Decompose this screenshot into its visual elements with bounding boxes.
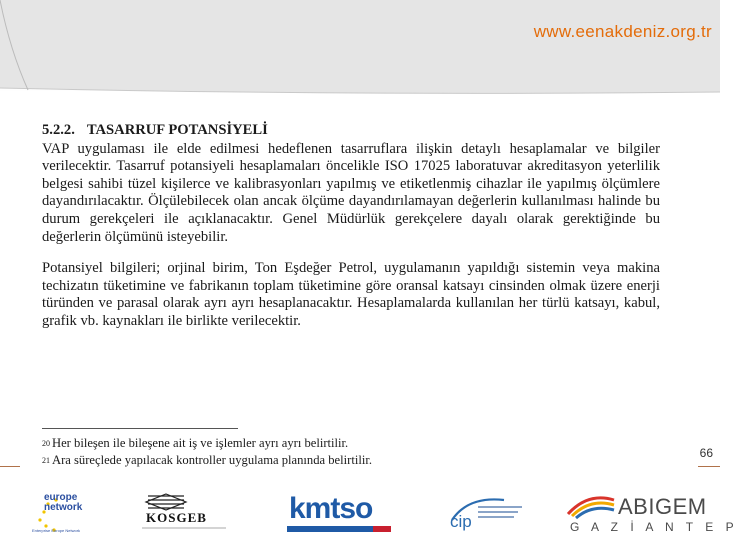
cip-wordmark: cip (450, 512, 472, 531)
right-rule (698, 466, 720, 467)
een-logo-caption: Enterprise Europe Network (32, 528, 81, 533)
footnote-text: Ara süreçlede yapılacak kontroller uygulama planında belirtilir. (52, 453, 372, 467)
kmtso-wordmark: kmtso (289, 492, 373, 525)
cip-logo (448, 490, 528, 536)
paragraph-2: Potansiyel bilgileri; orjinal birim, Ton Eşdeğer Petrol, uygulamanın yapıldığı sistemin veya makina techizatın tüketimine ve fabrikanın toplam tüketimine göre oransal katsayı cinsinden olmak üzere enerji türünden ve parasal olarak ayrı ayrı hesaplanacaktır. Hesaplamalarda kullanılan her türlü katsayı, kabul, grafik vb. kaynakları ile birlikte verilecektir. (42, 260, 660, 329)
section-heading (42, 122, 660, 140)
site-url[interactable]: www.eenakdeniz.org.tr (533, 22, 712, 41)
footnote-rule (42, 428, 238, 429)
kmtso-logo (285, 490, 395, 536)
abigem-city: G A Z İ A N T E P (570, 520, 738, 534)
footnote-20 (42, 436, 442, 451)
left-rule (0, 466, 20, 467)
section-number: 5.2.2. (42, 122, 75, 138)
section-title: TASARRUF POTANSİYELİ (86, 122, 268, 138)
footnotes (42, 428, 442, 470)
page-number: 66 (699, 446, 713, 460)
footnote-mark: 21 (42, 456, 50, 465)
paragraph-1: VAP uygulaması ile elde edilmesi hedeflenen tasarruflara ilişkin detaylı hesaplamalar ve bilgiler verilecektir. Tasarruf potansiyeli hesaplamaları öncelikle ISO 17025 laboratuvar akreditasyon yeterlilik belgesi sahibi tüzel kişilerce ve kalibrasyonları yapılmış ve etiketlenmiş cihazlar ile yapılmış ölçümlere dayandırılacaktır. Ölçülebilecek olan ancak ölçüme dayandırılamayan değerlerin kullanılması halinde bu durum gerekçeleri ile açıklanacaktır. Genel Müdürlük gerekçelere dayalı olarak gerektiğinde bu değerlerin ölçümünü isteyebilir. (42, 140, 660, 245)
footnote-text: Her bileşen ile bileşene ait iş ve işlemler ayrı ayrı belirtilir. (52, 436, 349, 450)
footnote-mark: 20 (42, 439, 50, 448)
kosgeb-wordmark: KOSGEB (146, 510, 207, 525)
een-logo (30, 490, 110, 536)
footnote-21 (42, 453, 442, 468)
een-logo-line2: network (44, 502, 83, 513)
header-curve-decoration (0, 0, 720, 100)
een-logo-line1: europe (44, 492, 78, 503)
abigem-wordmark: ABIGEM (618, 494, 707, 519)
kosgeb-logo (138, 490, 230, 536)
document-body (42, 122, 660, 331)
abigem-logo (566, 490, 738, 536)
